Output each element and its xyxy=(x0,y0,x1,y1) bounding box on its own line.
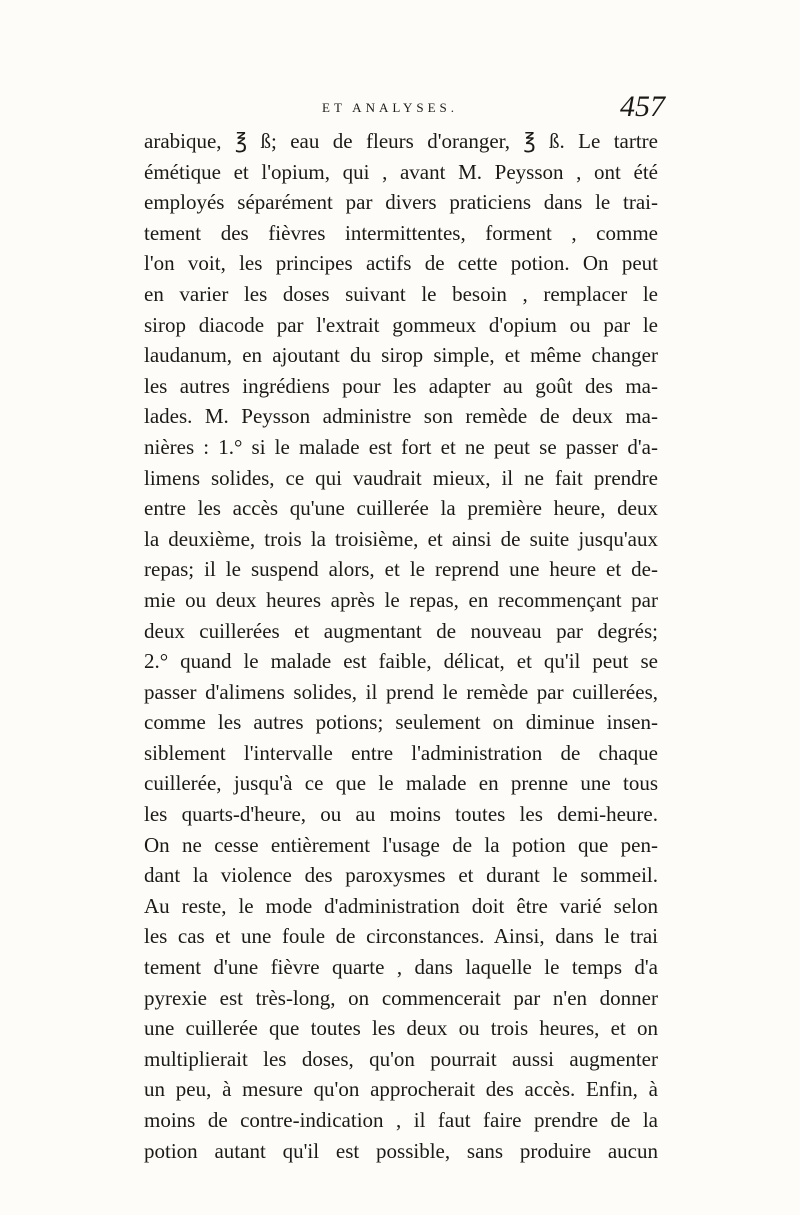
text-line: potion autant qu'il est possible, sans produire aucun xyxy=(144,1138,658,1163)
text-line: siblement l'intervalle entre l'administration de chaque xyxy=(144,740,658,765)
running-head: ET ANALYSES. xyxy=(322,100,459,115)
text-line: l'on voit, les principes actifs de cette potion. On peut xyxy=(144,251,658,276)
text-line: un peu, à mesure qu'on approcherait des accès. Enfin, à xyxy=(144,1077,658,1102)
text-line: entre les accès qu'une cuillerée la première heure, deux xyxy=(144,496,658,521)
text-line: passer d'alimens solides, il prend le remède par cuillerées, xyxy=(144,679,658,704)
text-line: les quarts-d'heure, ou au moins toutes les demi-heure. xyxy=(144,802,658,827)
text-line: repas; il le suspend alors, et le reprend une heure et de- xyxy=(144,557,658,582)
text-line: en varier les doses suivant le besoin , remplacer le xyxy=(144,281,658,306)
text-line: Au reste, le mode d'administration doit être varié selon xyxy=(144,893,658,918)
text-line: On ne cesse entièrement l'usage de la potion que pen- xyxy=(144,832,658,857)
text-line: une cuillerée que toutes les deux ou trois heures, et on xyxy=(144,1016,658,1041)
text-line: tement d'une fièvre quarte , dans laquelle le temps d'a xyxy=(144,955,658,980)
page-header xyxy=(0,90,800,126)
text-line: la deuxième, trois la troisième, et ainsi de suite jusqu'aux xyxy=(144,526,658,551)
text-line: laudanum, en ajoutant du sirop simple, et même changer xyxy=(144,343,658,368)
text-line: multiplierait les doses, qu'on pourrait aussi augmenter xyxy=(144,1046,658,1071)
page-number: 457 xyxy=(620,90,665,123)
body-text xyxy=(144,126,658,1166)
text-line: limens solides, ce qui vaudrait mieux, il ne fait prendre xyxy=(144,465,658,490)
text-line: arabique, ℥ ß; eau de fleurs d'oranger, ℥ ß. Le tartre xyxy=(144,129,658,153)
text-line: employés séparément par divers praticiens dans le trai- xyxy=(144,190,658,215)
text-line: 2.° quand le malade est faible, délicat, et qu'il peut se xyxy=(144,649,658,674)
text-line: tement des fièvres intermittentes, forment , comme xyxy=(144,220,658,245)
text-line: lades. M. Peysson administre son remède de deux ma- xyxy=(144,404,658,429)
text-line: les cas et une foule de circonstances. Ainsi, dans le trai xyxy=(144,924,658,949)
text-line: mie ou deux heures après le repas, en recommençant par xyxy=(144,587,658,612)
text-line: pyrexie est très-long, on commencerait par n'en donner xyxy=(144,985,658,1010)
text-line: deux cuillerées et augmentant de nouveau par degrés; xyxy=(144,618,658,643)
text-line: sirop diacode par l'extrait gommeux d'opium ou par le xyxy=(144,312,658,337)
text-line: comme les autres potions; seulement on diminue insen- xyxy=(144,710,658,735)
text-line: nières : 1.° si le malade est fort et ne peut se passer d'a- xyxy=(144,434,658,459)
text-line: émétique et l'opium, qui , avant M. Peysson , ont été xyxy=(144,159,658,184)
text-line: les autres ingrédiens pour les adapter au goût des ma- xyxy=(144,373,658,398)
text-line: moins de contre-indication , il faut faire prendre de la xyxy=(144,1108,658,1132)
text-line: dant la violence des paroxysmes et durant le sommeil. xyxy=(144,863,658,888)
text-line: cuillerée, jusqu'à ce que le malade en prenne une tous xyxy=(144,771,658,796)
